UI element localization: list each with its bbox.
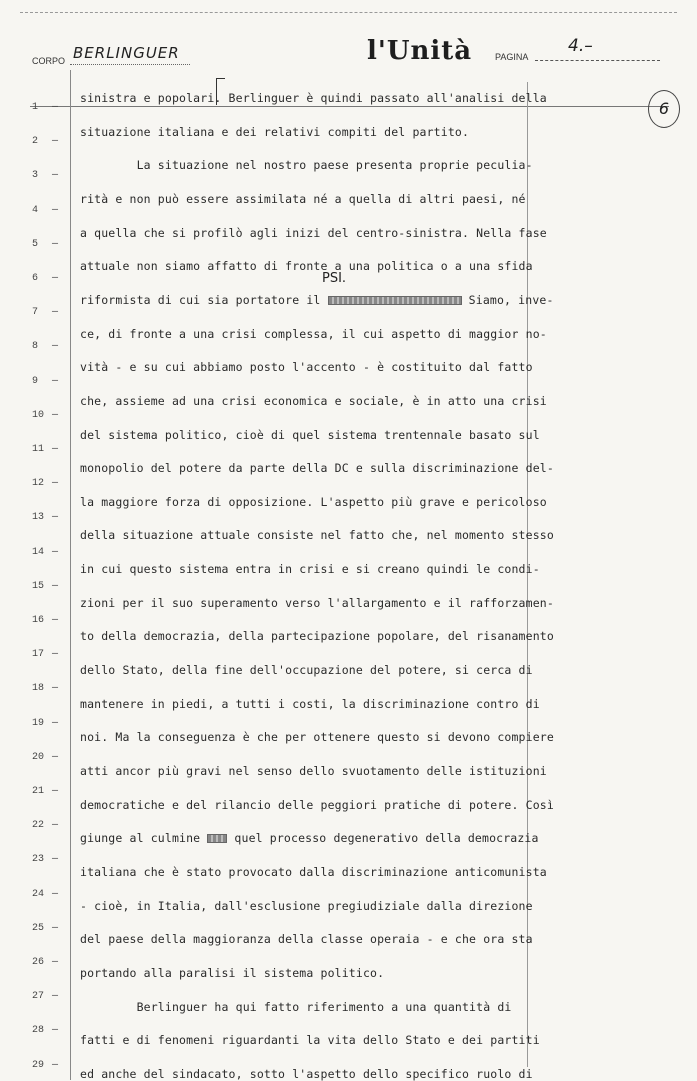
line-number: 14 —: [32, 546, 59, 558]
text-line: riformista di cui sia portatore il Siamo, inve-: [80, 292, 554, 307]
line-number: 16 —: [32, 615, 59, 626]
line-number: 15 —: [32, 580, 59, 592]
line-number: 8 —: [32, 341, 59, 353]
text-line: situazione italiana e dei relativi compiti del partito.: [80, 124, 470, 139]
text-line: della situazione attuale consiste nel fatto che, nel momento stesso: [80, 528, 554, 543]
text-line: ce, di fronte a una crisi complessa, il cui aspetto di maggior no-: [80, 326, 547, 341]
text-line: in cui questo sistema entra in crisi e si creano quindi le condi-: [80, 562, 540, 577]
text-line: che, assieme ad una crisi economica e sociale, è in atto una crisi: [80, 393, 547, 408]
text-line: giunge al culmine quel processo degenerativo della democrazia: [80, 831, 539, 846]
pagina-label: PAGINA: [495, 52, 529, 62]
text-line: la maggiore forza di opposizione. L'aspetto più grave e pericoloso: [80, 494, 547, 509]
top-rule: [20, 12, 677, 13]
line-number: 28 —: [32, 1025, 59, 1037]
pagina-underline: [535, 60, 660, 61]
line-number: 18 —: [32, 683, 59, 695]
header-rule: [30, 106, 669, 107]
line-number: 10 —: [32, 409, 59, 421]
text-line: a quella che si profilò agli inizi del centro-sinistra. Nella fase: [80, 225, 547, 240]
text-line: to della democrazia, della partecipazione popolare, del risanamento: [80, 629, 554, 644]
redacted-text: [207, 834, 227, 843]
line-number: 12 —: [32, 478, 59, 490]
line-number: 20 —: [32, 751, 59, 763]
text-line: del paese della maggioranza della classe operaia - e che ora sta: [80, 932, 533, 947]
text-line: del sistema politico, cioè di quel sistema trentennale basato sul: [80, 427, 540, 442]
text-line: Berlinguer ha qui fatto riferimento a una quantità di: [80, 999, 512, 1014]
line-number: 2 —: [32, 136, 59, 148]
line-number: 29 —: [32, 1059, 59, 1071]
corpo-underline: [70, 64, 190, 65]
line-number: 24 —: [32, 888, 59, 900]
text-line: sinistra e popolari. Berlinguer è quindi passato all'analisi della: [80, 91, 547, 105]
text-line: attuale non siamo affatto di fronte a una politica o a una sfida: [80, 259, 533, 274]
line-number: 21 —: [32, 786, 59, 797]
line-number: 19 —: [32, 717, 59, 729]
text-line: mantenere in piedi, a tutti i costi, la discriminazione contro di: [80, 696, 540, 711]
line-number: 27 —: [32, 991, 59, 1003]
line-number: 6 —: [32, 273, 59, 284]
line-number: 17 —: [32, 649, 59, 661]
line-number: 5 —: [32, 238, 59, 250]
circled-page-number: 6: [648, 90, 680, 128]
text-line: ed anche del sindacato, sotto l'aspetto dello specifico ruolo di: [80, 1066, 533, 1081]
redacted-text: [328, 296, 462, 305]
line-number: 7 —: [32, 307, 59, 319]
corpo-value: BERLINGUER: [73, 44, 180, 62]
text-line: La situazione nel nostro paese presenta proprie peculia-: [80, 158, 533, 173]
line-number: 11 —: [32, 444, 59, 455]
text-line: dello Stato, della fine dell'occupazione del potere, si cerca di: [80, 663, 533, 678]
text-line: zioni per il suo superamento verso l'allargamento e il rafforzamen-: [80, 595, 554, 610]
text-line: vità - e su cui abbiamo posto l'accento - è costituito dal fatto: [80, 360, 533, 375]
text-line: italiana che è stato provocato dalla discriminazione anticomunista: [80, 864, 547, 879]
text-line: democratiche e del rilancio delle peggiori pratiche di potere. Così: [80, 797, 554, 812]
text-line: rità e non può essere assimilata né a quella di altri paesi, né: [80, 191, 526, 206]
text-line: noi. Ma la conseguenza è che per ottenere questo si devono compiere: [80, 730, 554, 745]
line-number: 3 —: [32, 170, 59, 182]
text-line: portando alla paralisi il sistema politico.: [80, 965, 385, 980]
pagina-value: 4.–: [568, 36, 593, 56]
handwritten-insert: PSI.: [322, 271, 347, 286]
text-line: fatti e di fenomeni riguardanti la vita dello Stato e dei partiti: [80, 1033, 540, 1048]
corpo-label: CORPO: [32, 56, 66, 66]
line-number: 26 —: [32, 957, 59, 968]
line-number: 25 —: [32, 922, 59, 934]
line-number: 1 —: [32, 102, 59, 113]
line-number: 4 —: [32, 204, 59, 216]
text-line: monopolio del potere da parte della DC e sulla discriminazione del-: [80, 461, 554, 476]
text-line: atti ancor più gravi nel senso dello svuotamento delle istituzioni: [80, 764, 547, 778]
left-margin-rule: [70, 70, 71, 1080]
line-number: 23 —: [32, 854, 59, 866]
text-line: - cioè, in Italia, dall'esclusione pregiudiziale dalla direzione: [80, 898, 533, 913]
masthead-logo: l'Unità: [367, 36, 473, 66]
line-number: 22 —: [32, 820, 59, 832]
line-number: 9 —: [32, 375, 59, 387]
page-header: [0, 36, 697, 80]
line-number: 13 —: [32, 512, 59, 524]
